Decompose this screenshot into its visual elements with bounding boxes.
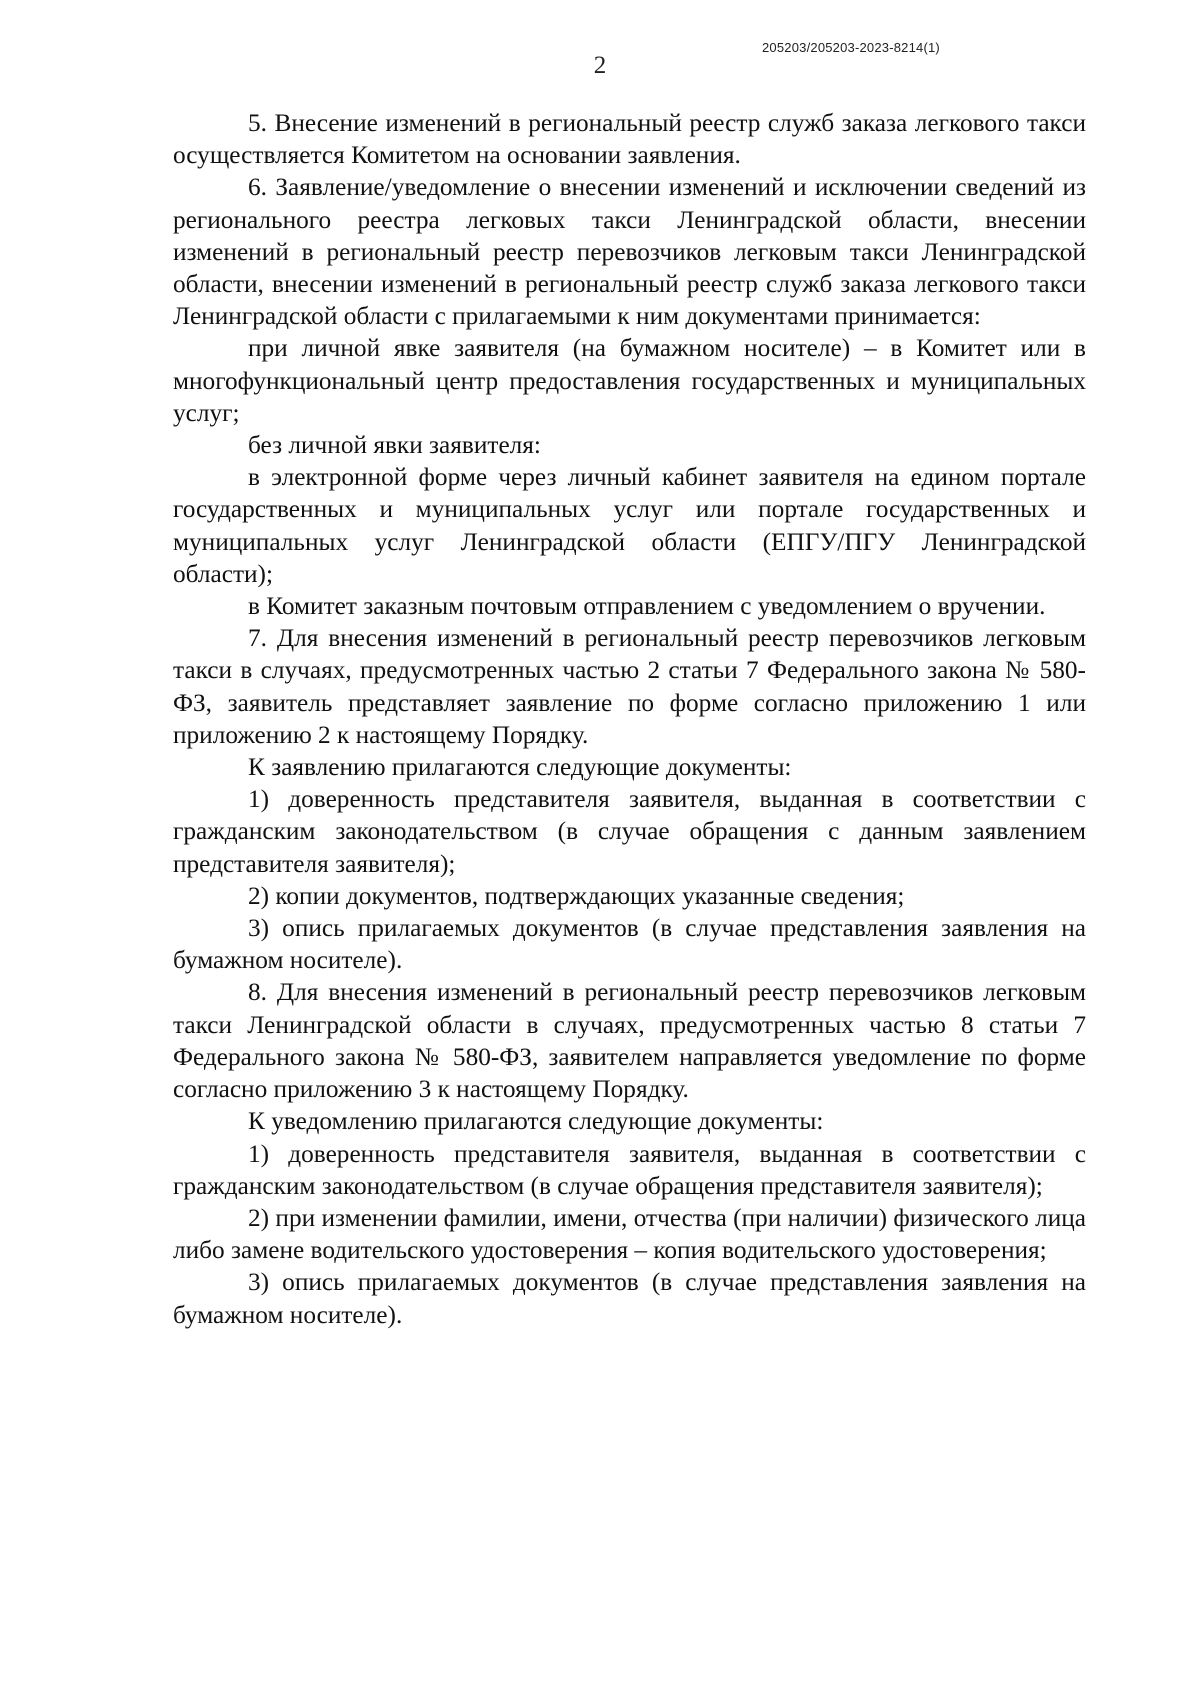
paragraph-item-5: 5. Внесение изменений в региональный реестр служб заказа легкового такси осуществляется Комитетом на основании заявления. (173, 109, 1086, 170)
document-body (173, 107, 1086, 1331)
paragraph-application-doc-1: 1) доверенность представителя заявителя, выданная в соответствии с гражданским законодательством (в случае обращения с данным заявлением представителя заявителя); (173, 785, 1086, 878)
paragraph-notification-doc-1: 1) доверенность представителя заявителя, выданная в соответствии с гражданским законодательством (в случае обращения представителя заявителя); (173, 1139, 1086, 1200)
paragraph-item-7: 7. Для внесения изменений в региональный реестр перевозчиков легковым такси в случаях, предусмотренных частью 2 статьи 7 Федерального закона № 580-ФЗ, заявитель представляет заявление по форме согласно приложению 1 или приложению 2 к настоящему Порядку. (173, 624, 1086, 749)
paragraph-notification-doc-3: 3) опись прилагаемых документов (в случае представления заявления на бумажном носителе). (173, 1268, 1086, 1329)
paragraph-item-8: 8. Для внесения изменений в региональный реестр перевозчиков легковым такси Ленинградской области в случаях, предусмотренных частью 8 статьи 7 Федерального закона № 580-ФЗ, заявителем направляется уведомление по форме согласно приложению 3 к настоящему Порядку. (173, 978, 1086, 1104)
paragraph-electronic-form: в электронной форме через личный кабинет заявителя на едином портале государственных и муниципальных услуг или портале государственных и муниципальных услуг Ленинградской области (ЕПГУ/ПГУ Ленинградской области); (173, 463, 1086, 588)
paragraph-application-doc-3: 3) опись прилагаемых документов (в случае представления заявления на бумажном носителе). (173, 914, 1086, 975)
paragraph-application-doc-2: 2) копии документов, подтверждающих указанные сведения; (248, 881, 905, 910)
document-id: 205203/205203-2023-8214(1) (762, 40, 940, 55)
paragraph-without-visit: без личной явки заявителя: (248, 431, 541, 460)
paragraph-notification-docs-intro: К уведомлению прилагаются следующие документы: (248, 1107, 824, 1136)
paragraph-notification-doc-2: 2) при изменении фамилии, имени, отчества (при наличии) физического лица либо замене водительского удостоверения – копия водительского удостоверения; (173, 1203, 1086, 1265)
paragraph-personal-visit: при личной явке заявителя (на бумажном носителе) – в Комитет или в многофункциональный центр предоставления государственных и муниципальных услуг; (173, 334, 1086, 427)
page-number: 2 (593, 52, 607, 79)
paragraph-application-docs-intro: К заявлению прилагаются следующие документы: (248, 753, 792, 782)
paragraph-postal: в Комитет заказным почтовым отправлением с уведомлением о вручении. (248, 592, 1046, 621)
paragraph-item-6: 6. Заявление/уведомление о внесении изменений и исключении сведений из регионального реестра легковых такси Ленинградской области, внесении изменений в региональный реестр перевозчиков легковым такси Ленинградской области, внесении изменений в региональный реестр служб заказа легкового такси Ленинградской области с прилагаемыми к ним документами принимается: (173, 173, 1086, 331)
